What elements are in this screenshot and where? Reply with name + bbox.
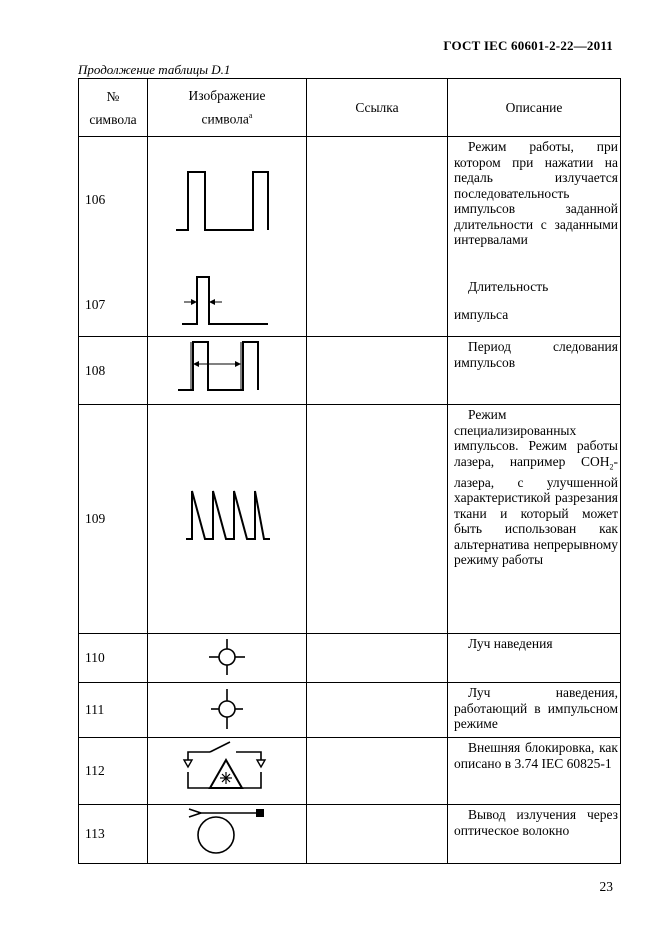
pulse-train-icon bbox=[176, 172, 268, 230]
table-row bbox=[79, 634, 621, 683]
row-number: 113 bbox=[79, 805, 148, 864]
header-description: Описание bbox=[448, 79, 621, 137]
symbols-table bbox=[78, 78, 621, 864]
reference-cell bbox=[307, 634, 448, 683]
symbol-cell bbox=[148, 805, 307, 864]
description-text: Внешняя блокировка, как описано в 3.74 IEC 60825-1 bbox=[454, 740, 618, 771]
reference-cell bbox=[307, 337, 448, 405]
document-id: ГОСТ IEC 60601-2-22—2011 bbox=[443, 38, 613, 53]
fiber-output-icon bbox=[148, 805, 306, 863]
table-row bbox=[79, 337, 621, 405]
symbol-cell bbox=[148, 337, 307, 405]
description-subscript: 2 bbox=[609, 462, 614, 472]
row-number: 106 bbox=[85, 192, 106, 207]
footnote-marker: a bbox=[248, 110, 253, 120]
header-reference: Ссылка bbox=[307, 79, 448, 137]
special-pulses-icon bbox=[148, 479, 306, 559]
row-number: 107 bbox=[85, 297, 106, 312]
symbol-cell bbox=[148, 738, 307, 805]
header-image-line2-text: символа bbox=[201, 111, 249, 127]
table-row bbox=[79, 405, 621, 634]
header-number bbox=[79, 79, 148, 137]
external-interlock-icon bbox=[148, 738, 306, 804]
symbol-graphics bbox=[148, 137, 306, 337]
description-text: Режим работы, при котором при нажатии на педаль излучается последовательность импульсов заданной длительности с заданными интервалами bbox=[454, 139, 618, 247]
header-image-line1: Изображение bbox=[188, 87, 266, 103]
symbol-cell bbox=[148, 137, 307, 337]
table-header-row bbox=[79, 79, 621, 137]
description-text-107 bbox=[454, 279, 618, 322]
description-text bbox=[454, 407, 618, 568]
table-continuation-label: Продолжение таблицы D.1 bbox=[78, 62, 231, 77]
header-image-line2 bbox=[148, 106, 306, 130]
row-number: 110 bbox=[79, 634, 148, 683]
description-cell bbox=[448, 405, 621, 634]
description-text: Вывод излучения через оптическое волокно bbox=[454, 807, 618, 838]
description-cell bbox=[448, 805, 621, 864]
row-number-cell bbox=[79, 137, 148, 337]
description-line: импульса bbox=[454, 306, 509, 322]
page-number: 23 bbox=[599, 879, 613, 894]
row-number: 112 bbox=[79, 738, 148, 805]
description-text: Луч наведения bbox=[468, 636, 553, 651]
reference-cell bbox=[307, 405, 448, 634]
symbol-cell bbox=[148, 405, 307, 634]
description-cell bbox=[448, 634, 621, 683]
table-row bbox=[79, 738, 621, 805]
header-image bbox=[148, 79, 307, 137]
pulse-duration-icon bbox=[182, 277, 268, 324]
reference-cell bbox=[307, 137, 448, 337]
table-row bbox=[79, 137, 621, 337]
header-number-line2: символа bbox=[89, 111, 137, 127]
header-number-line1: № bbox=[106, 88, 120, 104]
description-part: Режим специализированных импульсов. Режим работы лазера, например СОН bbox=[454, 407, 618, 469]
table-row bbox=[79, 683, 621, 738]
description-cell bbox=[448, 137, 621, 337]
description-text: Луч наведения, работающий в импульсном режиме bbox=[454, 685, 618, 731]
row-number: 108 bbox=[79, 337, 148, 405]
reference-cell bbox=[307, 683, 448, 738]
description-line: Длительность bbox=[468, 279, 549, 294]
aiming-beam-icon bbox=[148, 634, 306, 682]
reference-cell bbox=[307, 805, 448, 864]
symbol-cell bbox=[148, 634, 307, 683]
pulse-period-icon bbox=[148, 337, 306, 404]
row-number: 109 bbox=[79, 405, 148, 634]
symbol-cell bbox=[148, 683, 307, 738]
row-number: 111 bbox=[79, 683, 148, 738]
description-cell bbox=[448, 337, 621, 405]
reference-cell bbox=[307, 738, 448, 805]
description-cell bbox=[448, 683, 621, 738]
description-text: Период следования импульсов bbox=[454, 339, 618, 370]
description-cell bbox=[448, 738, 621, 805]
pulsed-aiming-beam-icon bbox=[148, 683, 306, 737]
description-part: -лазера, с улучшенной характеристикой разрезания ткани и который может быть использован как альтернатива непрерывному режиму работы bbox=[454, 453, 618, 568]
table-row bbox=[79, 805, 621, 864]
